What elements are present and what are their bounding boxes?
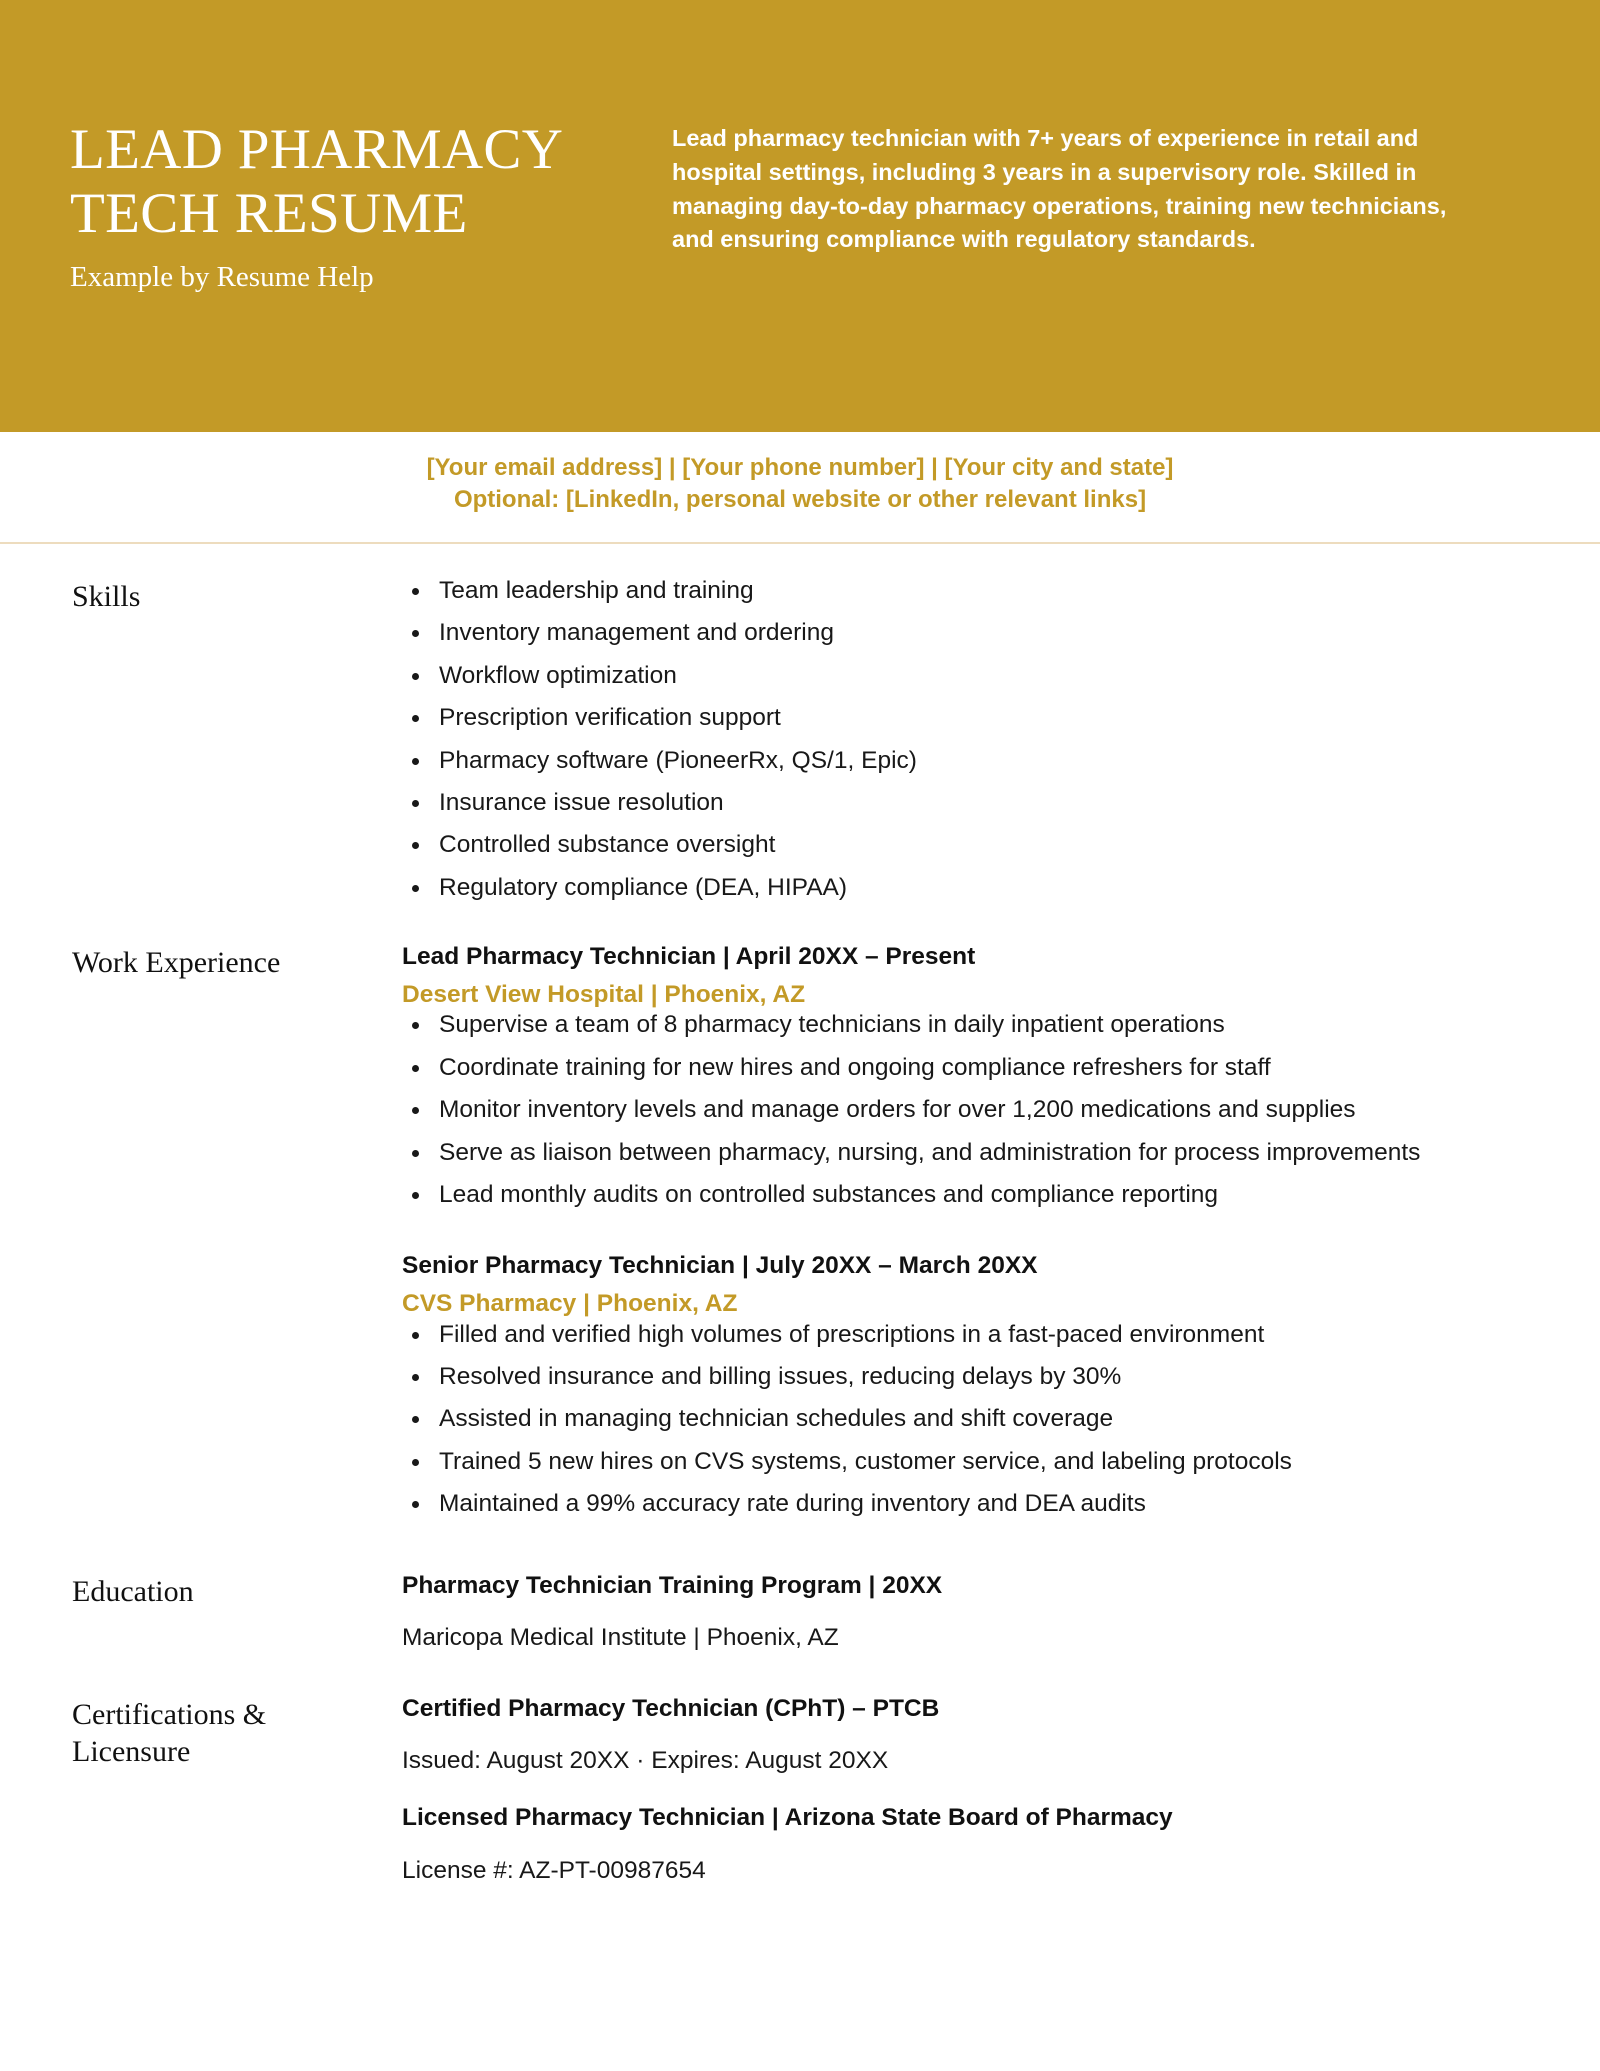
page-title xyxy=(70,118,630,246)
certifications-content xyxy=(402,1694,1545,1887)
job-title: Senior Pharmacy Technician | July 20XX – March 20XX xyxy=(402,1252,1038,1280)
section-label-skills: Skills xyxy=(72,580,141,613)
education-program: Pharmacy Technician Training Program | 20XX xyxy=(402,1571,943,1599)
certification-entry xyxy=(402,1694,1545,1777)
list-item: Supervise a team of 8 pharmacy technicians in daily inpatient operations xyxy=(402,1010,1545,1039)
job-entry xyxy=(402,1251,1545,1518)
skills-content xyxy=(402,576,1545,902)
byline: Example by Resume Help xyxy=(70,260,374,293)
certification-name: Licensed Pharmacy Technician | Arizona State Board of Pharmacy xyxy=(402,1804,1173,1832)
contact-block xyxy=(0,452,1600,516)
resume-header-band xyxy=(0,0,1600,432)
section-label-work-experience: Work Experience xyxy=(72,946,281,980)
header-summary-group xyxy=(630,118,1540,257)
section-label-education: Education xyxy=(72,1574,194,1608)
section-certifications xyxy=(72,1694,1545,1887)
list-item: Trained 5 new hires on CVS systems, customer service, and labeling protocols xyxy=(402,1447,1545,1476)
header-title-group xyxy=(70,118,630,294)
contact-line-primary[interactable]: [Your email address] | [Your phone number] | [Your city and state] xyxy=(426,454,1174,481)
section-label-certifications-line-2: Licensure xyxy=(72,1735,191,1769)
title-line-1: LEAD PHARMACY xyxy=(70,118,564,181)
list-item: Filled and verified high volumes of prescriptions in a fast-paced environment xyxy=(402,1320,1545,1349)
list-item: Maintained a 99% accuracy rate during inventory and DEA audits xyxy=(402,1489,1545,1518)
section-work-experience xyxy=(72,942,1545,1518)
section-label-certifications xyxy=(72,1694,402,1771)
resume-body xyxy=(0,576,1600,1886)
section-label-certifications-line-1: Certifications & xyxy=(72,1697,267,1731)
education-content xyxy=(402,1571,1545,1654)
job-company: CVS Pharmacy | Phoenix, AZ xyxy=(402,1289,738,1317)
list-item: Workflow optimization xyxy=(402,661,1545,690)
list-item: Insurance issue resolution xyxy=(402,788,1545,817)
certification-detail: License #: AZ-PT-00987654 xyxy=(402,1856,706,1884)
header-inner xyxy=(70,118,1540,294)
list-item: Prescription verification support xyxy=(402,703,1545,732)
list-item: Inventory management and ordering xyxy=(402,618,1545,647)
list-item: Resolved insurance and billing issues, reducing delays by 30% xyxy=(402,1362,1545,1391)
list-item: Regulatory compliance (DEA, HIPAA) xyxy=(402,873,1545,902)
list-item: Assisted in managing technician schedules and shift coverage xyxy=(402,1404,1545,1433)
section-skills xyxy=(72,576,1545,902)
section-education xyxy=(72,1571,1545,1654)
list-item: Controlled substance oversight xyxy=(402,830,1545,859)
list-item: Coordinate training for new hires and ongoing compliance refreshers for staff xyxy=(402,1053,1545,1082)
work-experience-content xyxy=(402,942,1545,1518)
certification-name: Certified Pharmacy Technician (CPhT) – PTCB xyxy=(402,1694,940,1722)
certification-detail: Issued: August 20XX · Expires: August 20XX xyxy=(402,1747,889,1775)
certification-entry xyxy=(402,1803,1545,1886)
professional-summary: Lead pharmacy technician with 7+ years of experience in retail and hospital settings, including 3 years in a supervisory role. Skilled in managing day-to-day pharmacy operations, training new technicians, and ensuring compliance with regulatory standards. xyxy=(672,125,1447,253)
job-entry xyxy=(402,942,1545,1209)
job-company: Desert View Hospital | Phoenix, AZ xyxy=(402,980,806,1008)
header-divider xyxy=(0,542,1600,544)
job-bullet-list xyxy=(402,1320,1545,1519)
education-school: Maricopa Medical Institute | Phoenix, AZ xyxy=(402,1624,839,1652)
list-item: Monitor inventory levels and manage orders for over 1,200 medications and supplies xyxy=(402,1095,1545,1124)
job-bullet-list xyxy=(402,1010,1545,1209)
contact-line-optional[interactable]: Optional: [LinkedIn, personal website or other relevant links] xyxy=(453,485,1147,513)
list-item: Lead monthly audits on controlled substances and compliance reporting xyxy=(402,1180,1545,1209)
list-item: Serve as liaison between pharmacy, nursing, and administration for process improvements xyxy=(402,1138,1545,1167)
skills-list xyxy=(402,576,1545,902)
title-line-2: TECH RESUME xyxy=(70,181,468,245)
list-item: Team leadership and training xyxy=(402,576,1545,605)
list-item: Pharmacy software (PioneerRx, QS/1, Epic) xyxy=(402,746,1545,775)
job-title: Lead Pharmacy Technician | April 20XX – Present xyxy=(402,943,976,971)
